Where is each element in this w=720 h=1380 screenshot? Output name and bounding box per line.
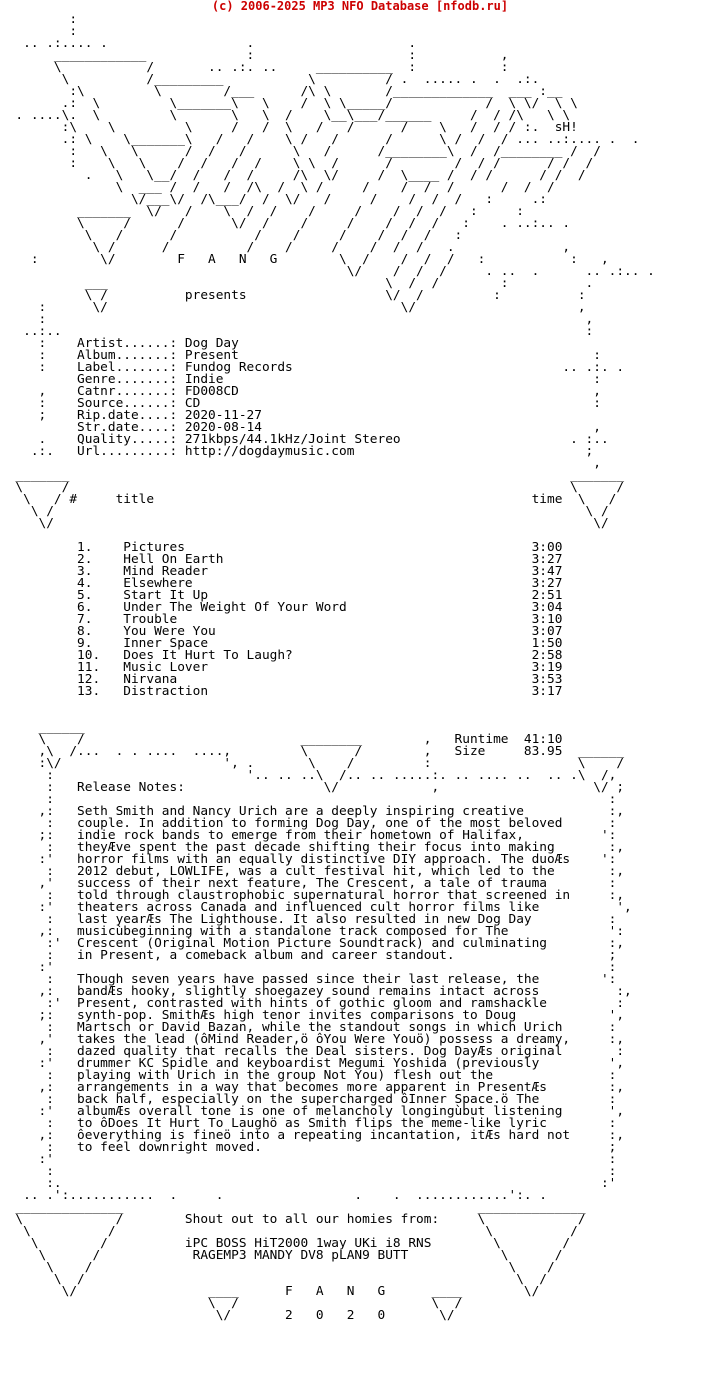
nfo-line: : 2012 debut, LOWLIFE, was a cult festival hit, which led to the :,: [0, 864, 625, 879]
nfo-line: : Though seven years have passed since their last release, the ':: [0, 972, 617, 987]
nfo-line: : to ôDoes It Hurt To Laughö as Smith flips the meme-like lyric :: [0, 1116, 617, 1131]
nfo-line: \ / / / / / / / / :: [0, 228, 463, 243]
nfo-line: :' Present, contrasted with hints of gothic gloom and ramshackle :: [0, 996, 625, 1011]
nfo-line: \ / # title time \ /: [0, 492, 617, 507]
nfo-line: 12. Nirvana 3:53: [0, 672, 563, 687]
nfo-line: \ / \ /: [0, 1272, 548, 1287]
nfo-line: :\ \ \ / / \ / / / \ / / / :. sH!: [0, 120, 578, 135]
nfo-line: 1. Pictures 3:00: [0, 540, 563, 555]
nfo-line: : back half, especially on the supercharged ôInner Space.ö The :: [0, 1092, 617, 1107]
nfo-line: 13. Distraction 3:17: [0, 684, 563, 699]
nfo-line: : :: [0, 1164, 617, 1179]
nfo-line: \/___\/ /\___/ / \/ / / / / / : .:: [0, 192, 548, 207]
nfo-line: _______ _______: [0, 468, 625, 483]
nfo-line: ,' takes the lead (ôMind Reader,ö ôYou Were Youö) possess a dreamy, :,: [0, 1032, 625, 1047]
nfo-line: \ / ________ , Runtime 41:10: [0, 732, 563, 747]
nfo-line: ___ \ / / : .: [0, 276, 594, 291]
nfo-line: .: \ \_______\ \ / \ \_____/ / \ \/ \ \: [0, 96, 578, 111]
nfo-line: \ / RAGEMP3 MANDY DV8 pLAN9 BUTT \ /: [0, 1248, 563, 1263]
nfo-line: 11. Music Lover 3:19: [0, 660, 563, 675]
nfo-line: :' Crescent (Original Motion Picture Soundtrack) and culminating :,: [0, 936, 625, 951]
nfo-line: . Quality.....: 271kbps/44.1kHz/Joint Stereo . :..: [0, 432, 609, 447]
nfo-line: \ / \ /: [0, 1260, 555, 1275]
nfo-line: : Release Notes: \/ , \/ ;: [0, 780, 625, 795]
nfo-line: : \/ \/ ,: [0, 300, 586, 315]
nfo-line: : theyÆve spent the past decade shifting their focus into making :,: [0, 840, 625, 855]
nfo-line: Genre.......: Indie :: [0, 372, 601, 387]
nfo-line: .. .:.... . . .: [0, 36, 417, 51]
nfo-line: : Label.......: Fundog Records .. .:. .: [0, 360, 625, 375]
nfo-line: ,: musicùbeginning with a standalone track composed for The ':: [0, 924, 625, 939]
nfo-line: \ / presents \/ / : :: [0, 288, 586, 303]
nfo-line: ,: Seth Smith and Nancy Urich are a deeply inspiring creative :,: [0, 804, 625, 819]
nfo-text-block: [0, 14, 655, 1322]
nfo-line: ;: synth-pop. SmithÆs high tenor invites comparisons to Doug ',: [0, 1008, 625, 1023]
nfo-line: : \ \ / / / \ / /________\ / /________ / /: [0, 144, 601, 159]
nfo-line: \ / \ /: [0, 1224, 578, 1239]
nfo-line: \/ / / / . .. . .. .:.. .: [0, 264, 655, 279]
nfo-line: : to feel downright moved. ;: [0, 1140, 617, 1155]
nfo-line: \ / \ /: [0, 480, 625, 495]
nfo-line: .. .':........... . . . . ............':. .: [0, 1188, 548, 1203]
nfo-line: : Martsch or David Bazan, while the standout songs in which Urich :: [0, 1020, 617, 1035]
nfo-line: ______: [0, 720, 85, 735]
nfo-line: , Catnr.......: FD008CD ,: [0, 384, 601, 399]
nfo-line: \ / Shout out to all our homies from: \ /: [0, 1212, 586, 1227]
nfo-line: :. :': [0, 1176, 617, 1191]
nfo-line: ;: indie rock bands to emerge from their hometown of Halifax, ':: [0, 828, 617, 843]
nfo-line: : Source......: CD :: [0, 396, 601, 411]
nfo-line: : playing with Urich in the group Not You) flesh out the :: [0, 1068, 617, 1083]
nfo-line: ,: [0, 456, 601, 471]
nfo-line: : \/ F A N G \ / / / / : : ,: [0, 252, 609, 267]
nfo-line: :' horror films with an equally distinctive DIY approach. The duoÆs ':: [0, 852, 617, 867]
nfo-line: 10. Does It Hurt To Laugh? 2:58: [0, 648, 563, 663]
nfo-line: 6. Under The Weight Of Your Word 3:04: [0, 600, 563, 615]
nfo-line: \/ 2 0 2 0 \/: [0, 1308, 455, 1323]
nfo-line: ; Rip.date....: 2020-11-27: [0, 408, 262, 423]
nfo-line: ,: arrangements in a way that becomes more apparent in PresentÆs :,: [0, 1080, 625, 1095]
nfo-line: ,\ /... . . .... ...., \ / , Size 83.95 ______: [0, 744, 625, 759]
nfo-line: 2. Hell On Earth 3:27: [0, 552, 563, 567]
nfo-line: : dazed quality that recalls the Deal sisters. Dog DayÆs original :: [0, 1044, 625, 1059]
nfo-line: \ / \ /: [0, 504, 609, 519]
nfo-line: .: \ \_______\ / / \ / / / \ / / / ... ..:.... . .: [0, 132, 640, 147]
nfo-line: : ,: [0, 312, 594, 327]
nfo-line: ..:.. :: [0, 324, 594, 339]
nfo-line: \ / / / / / / / / . ,: [0, 240, 571, 255]
nfo-line: 5. Start It Up 2:51: [0, 588, 563, 603]
nfo-line: :' albumÆs overall tone is one of melancholy longingùbut listening ',: [0, 1104, 625, 1119]
nfo-line: \ ___ / / / /\ / \ / / / / / / / /: [0, 180, 555, 195]
nfo-line: . \ \__/ / / / /\ \/ / \____ / / / / / /: [0, 168, 586, 183]
nfo-line: ,: ôeverything is fineö into a repeating incantation, itÆs hard not :,: [0, 1128, 625, 1143]
nfo-line: \/ ____ F A N G ____ \/: [0, 1284, 540, 1299]
nfo-line: :\ \ /___ /\ \ /_____________ ___ :__: [0, 84, 563, 99]
nfo-line: \ / \ /: [0, 1296, 463, 1311]
nfo-line: ,: bandÆs hooky, slightly shoegazey sound remains intact across :,: [0, 984, 632, 999]
nfo-line: \ / .. .:. .. __________ : :: [0, 60, 509, 75]
nfo-line: :\/ ', . \ / : \ /: [0, 756, 625, 771]
nfo-line: 3. Mind Reader 3:47: [0, 564, 563, 579]
nfo-database-copyright-banner: (c) 2006-2025 MP3 NFO Database [nfodb.ru]: [211, 0, 509, 13]
nfo-line: :' drummer KC Spidle and keyboardist Megumi Yoshida (previously ',: [0, 1056, 625, 1071]
nfo-line: : last yearÆs The Lighthouse. It also resulted in new Dog Day :: [0, 912, 617, 927]
nfo-line: : \ \ / / / / \ \ / / / / / / / /: [0, 156, 594, 171]
nfo-line: :: [0, 24, 78, 39]
nfo-line: : in Present, a comeback album and career standout. ;: [0, 948, 617, 963]
nfo-line: : told through claustrophobic supernatural horror that screened in :,: [0, 888, 625, 903]
nfo-line: 9. Inner Space 1:50: [0, 636, 563, 651]
nfo-line: 4. Elsewhere 3:27: [0, 576, 563, 591]
nfo-line: : Album.......: Present :: [0, 348, 601, 363]
nfo-line: : '.. .. ..\ /.. .. .....:. .. .... .. .. .\ /,: [0, 768, 617, 783]
nfo-line: 8. You Were You 3:07: [0, 624, 563, 639]
nfo-line: Str.date....: 2020-08-14 ,: [0, 420, 601, 435]
nfo-line: \ / iPC BOSS HiT2000 1way UKi i8 RNS \ /: [0, 1236, 571, 1251]
nfo-line: :' :: [0, 1152, 617, 1167]
nfo-line: \ /_________ \ / . ..... . . .:.: [0, 72, 540, 87]
nfo-line: ,' success of their next feature, The Crescent, a tale of trauma :: [0, 876, 617, 891]
nfo-line: \ / / \/ / / / / / / : . ..:.. .: [0, 216, 571, 231]
nfo-line: : :: [0, 792, 617, 807]
nfo-line: 7. Trouble 3:10: [0, 612, 563, 627]
nfo-line: \/ \/: [0, 516, 609, 531]
nfo-line: ______________ ______________: [0, 1200, 586, 1215]
nfo-line: :: [0, 12, 78, 27]
nfo-line: : couple. In addition to forming Dog Day, one of the most beloved :: [0, 816, 617, 831]
nfo-line: :' :: [0, 960, 617, 975]
nfo-line: :' theaters across Canada and influenced cult horror films like ',: [0, 900, 632, 915]
nfo-line: _______ \/ / \ / / / / / / / : :: [0, 204, 524, 219]
nfo-line: : Artist......: Dog Day: [0, 336, 239, 351]
nfo-line: .:. Url.........: http://dogdaymusic.com ;: [0, 444, 594, 459]
nfo-line: ____________ : : ,: [0, 48, 509, 63]
nfo-line: . ....\. \ \ \ \ / \__\___/______ / / /\ \ \: [0, 108, 571, 123]
